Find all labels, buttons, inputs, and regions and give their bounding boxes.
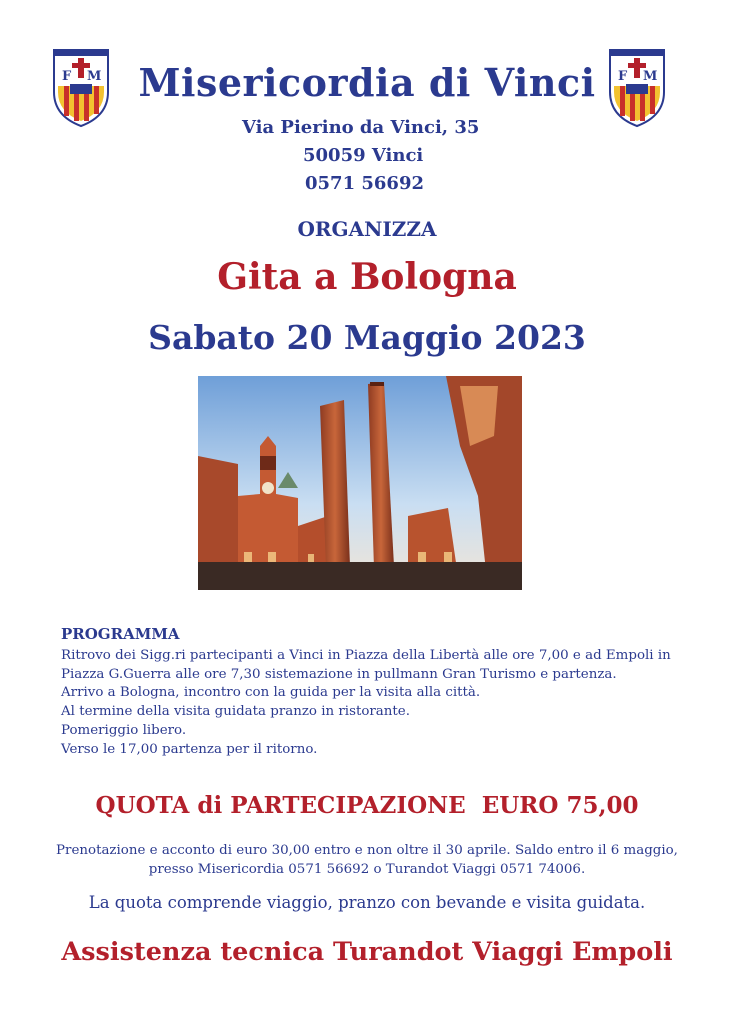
- crest-left-letter-m: M: [87, 69, 102, 84]
- crest-right-letter-f: F: [618, 69, 628, 84]
- program-heading: PROGRAMMA: [61, 625, 180, 643]
- address-street: Via Pierino da Vinci, 35: [242, 117, 480, 138]
- fee-includes: La quota comprende viaggio, pranzo con bevande e visita guidata.: [88, 893, 646, 912]
- program-list: [61, 647, 681, 759]
- technical-assistance: Assistenza tecnica Turandot Viaggi Empoli: [61, 937, 673, 967]
- program-line: Pomeriggio libero.: [61, 722, 187, 738]
- trip-date: Sabato 20 Maggio 2023: [148, 318, 586, 357]
- bologna-towers-photo: [198, 376, 522, 590]
- booking-line: presso Misericordia 0571 56692 o Turandot Viaggi 0571 74006.: [148, 861, 586, 877]
- address-city: 50059 Vinci: [303, 145, 424, 166]
- participation-fee: QUOTA di PARTECIPAZIONE EURO 75,00: [95, 792, 639, 819]
- organization-name: Misericordia di Vinci: [138, 60, 596, 105]
- organizza-label: ORGANIZZA: [297, 217, 437, 241]
- crest-right-letter-m: M: [643, 69, 658, 84]
- program-line: Verso le 17,00 partenza per il ritorno.: [61, 741, 318, 757]
- phone-number: 0571 56692: [305, 173, 424, 194]
- program-line: Piazza G.Guerra alle ore 7,30 sistemazione in pullmann Gran Turismo e partenza.: [61, 666, 617, 682]
- program-line: Al termine della visita guidata pranzo in ristorante.: [61, 704, 410, 720]
- program-line: Ritrovo dei Sigg.ri partecipanti a Vinci in Piazza della Libertà alle ore 7,00 e ad Empoli in: [61, 648, 671, 663]
- booking-info: [0, 842, 734, 879]
- trip-title: Gita a Bologna: [217, 256, 517, 298]
- booking-line: Prenotazione e acconto di euro 30,00 entro e non oltre il 30 aprile. Saldo entro il 6 maggio,: [56, 843, 678, 858]
- program-line: Arrivo a Bologna, incontro con la guida per la visita alla città.: [61, 685, 481, 701]
- crest-left-letter-f: F: [62, 69, 72, 84]
